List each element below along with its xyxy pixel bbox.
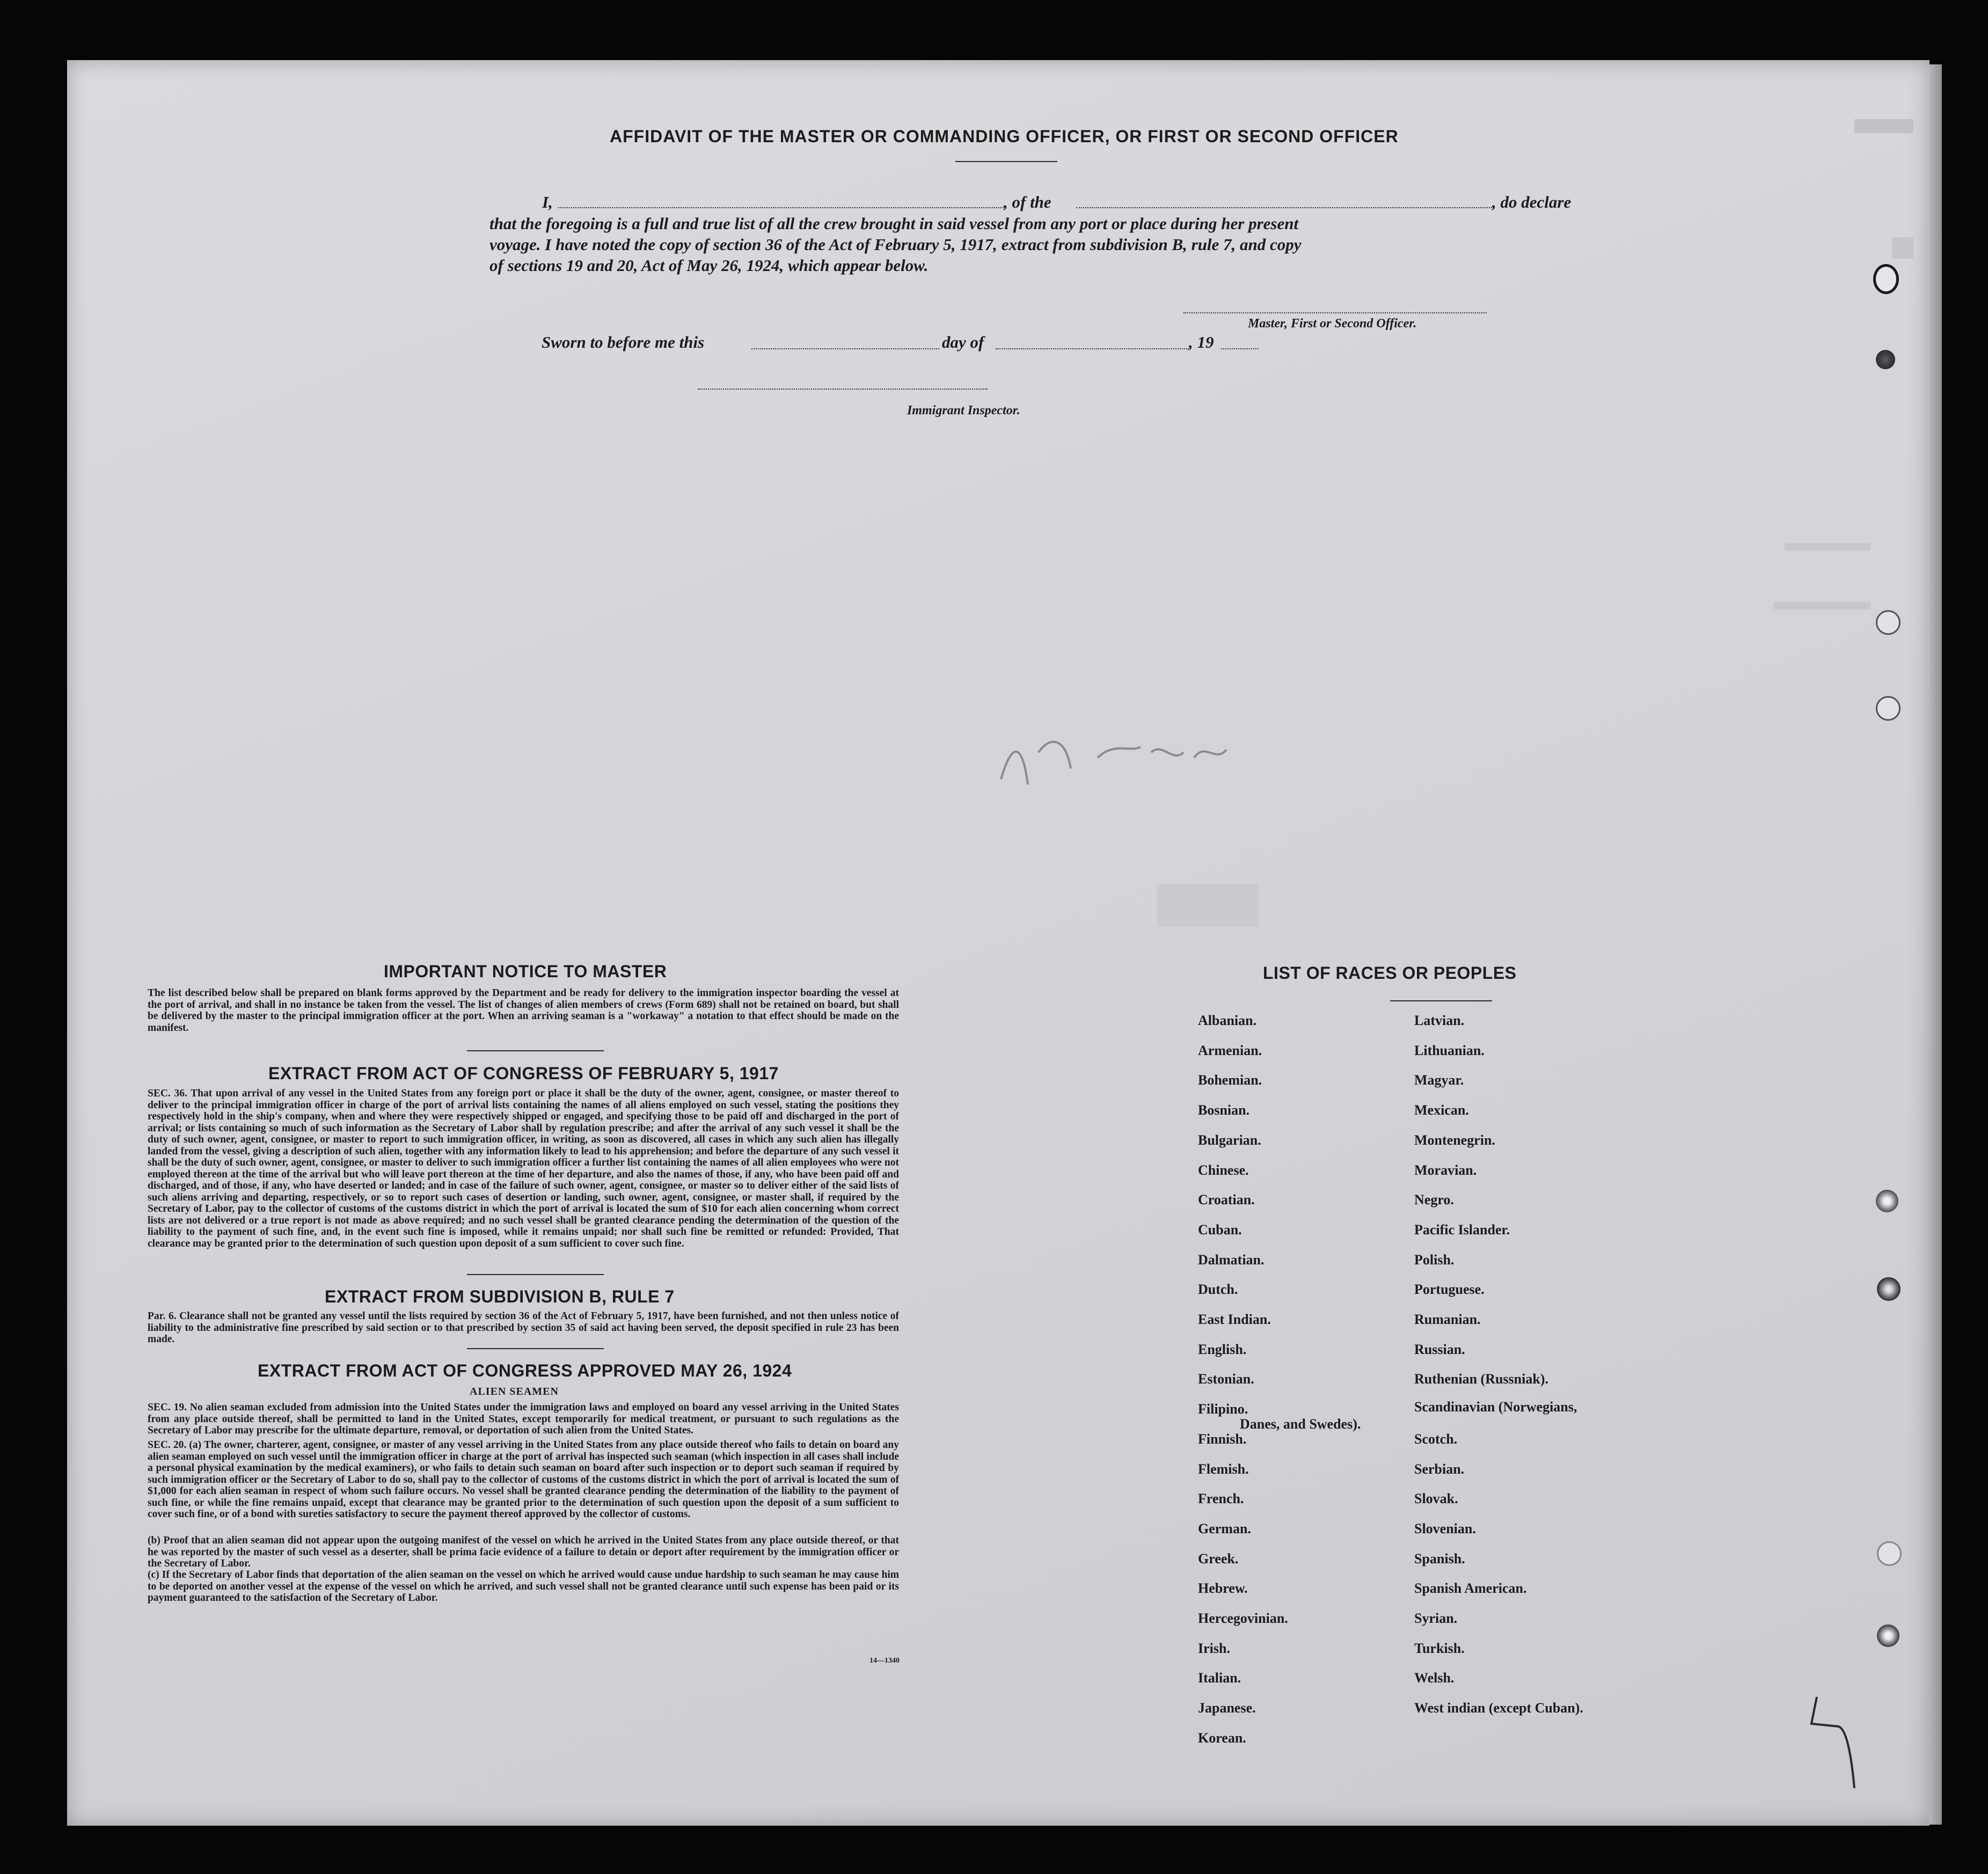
race-item: East Indian. xyxy=(1198,1312,1271,1327)
year-blank-line xyxy=(1221,348,1259,349)
notice-title: IMPORTANT NOTICE TO MASTER xyxy=(384,962,667,981)
punch-hole xyxy=(1877,1541,1902,1566)
handwritten-check-mark xyxy=(1801,1686,1865,1794)
races-title: LIST OF RACES OR PEOPLES xyxy=(1263,963,1517,983)
race-item: Ruthenian (Russniak). xyxy=(1414,1371,1548,1387)
bleed-through-mark xyxy=(1892,237,1913,259)
race-item: Mexican. xyxy=(1414,1102,1469,1118)
affidavit-line-3: voyage. I have noted the copy of section 36 of the Act of February 5, 1917, extract from subdivision B, rule 7, and copy xyxy=(489,235,1302,254)
race-item: French. xyxy=(1198,1491,1244,1507)
document-page xyxy=(67,60,1929,1826)
race-item: Magyar. xyxy=(1414,1072,1464,1088)
race-item: Dutch. xyxy=(1198,1282,1238,1298)
race-item: Moravian. xyxy=(1414,1162,1477,1178)
extract-1917-title: EXTRACT FROM ACT OF CONGRESS OF FEBRUARY 5, 1917 xyxy=(268,1064,779,1083)
rivet xyxy=(1876,350,1895,369)
faint-stamp-mark xyxy=(1157,884,1259,927)
race-item: Cuban. xyxy=(1198,1221,1242,1238)
race-item: Spanish American. xyxy=(1414,1580,1527,1597)
race-item: Korean. xyxy=(1198,1730,1246,1746)
race-item: Hercegovinian. xyxy=(1198,1611,1288,1626)
extract-1924-sec20c: (c) If the Secretary of Labor finds that deportation of the alien seaman on the vessel on which he arrived would cause undue hardship to such seaman he may cause him to be deported on another vessel at the expense of the vessel on which he arrived, and such vessel shall not be granted clearance until such expense has been paid or its payment guaranteed to the satisfaction of the Secretary of Labor. xyxy=(148,1569,899,1604)
rivet xyxy=(1876,1190,1898,1212)
extract-1924-subtitle: ALIEN SEAMEN xyxy=(470,1386,559,1397)
form-number: 14—1340 xyxy=(869,1657,900,1665)
year-label: , 19 xyxy=(1189,333,1214,352)
affidavit-of-the-label: , of the xyxy=(1004,193,1051,211)
extract-1924-sec19: SEC. 19. No alien seaman excluded from admission into the United States under the immigration laws and employed on board any vessel arriving in the United States from any place outside thereof, shall be permitted to land in the United States, except temporarily for medical treatment, or pursuant to such regulations as the Secretary of Labor may prescribe for the ultimate departure, removal, or deportation of such alien from the United States. xyxy=(148,1402,899,1436)
affidavit-title-rule xyxy=(955,161,1057,162)
race-item: Finnish. xyxy=(1198,1431,1247,1447)
rivet xyxy=(1877,1624,1899,1647)
extract-rule7-rule xyxy=(467,1348,604,1349)
race-item: Chinese. xyxy=(1198,1162,1249,1178)
extract-rule7-text: Par. 6. Clearance shall not be granted any vessel until the lists required by section 36 of the Act of February 5, 1917, have been furnished, and not then unless notice of liability to the administrative fine prescribed by said section or to that prescribed by section 35 of said act having been served, the deposit specified in rule 23 has been made. xyxy=(148,1311,899,1345)
day-of-label: day of xyxy=(942,333,984,352)
sworn-label: Sworn to before me this xyxy=(542,333,705,352)
race-item: English. xyxy=(1198,1341,1247,1357)
faint-handwriting-mark xyxy=(990,720,1269,795)
race-item: Filipino. xyxy=(1198,1401,1248,1417)
master-signature-line xyxy=(1183,312,1487,313)
race-item: Russian. xyxy=(1414,1341,1465,1357)
race-item: Japanese. xyxy=(1198,1700,1256,1716)
race-item: Polish. xyxy=(1414,1251,1455,1268)
race-item: Bosnian. xyxy=(1198,1102,1250,1118)
race-item: Lithuanian. xyxy=(1414,1042,1485,1058)
punch-hole xyxy=(1876,610,1901,635)
sworn-day-blank-line xyxy=(751,348,939,349)
race-item: Flemish. xyxy=(1198,1461,1249,1477)
race-item: Syrian. xyxy=(1414,1611,1458,1626)
affidavit-line-4: of sections 19 and 20, Act of May 26, 1924, which appear below. xyxy=(489,256,929,275)
extract-1917-rule xyxy=(467,1274,604,1275)
vessel-blank-line xyxy=(1076,207,1492,208)
race-item: Hebrew. xyxy=(1198,1580,1248,1597)
race-item: Slovak. xyxy=(1414,1491,1458,1507)
race-item: Welsh. xyxy=(1414,1670,1455,1686)
extract-rule7-title: EXTRACT FROM SUBDIVISION B, RULE 7 xyxy=(325,1287,675,1306)
race-item: Spanish. xyxy=(1414,1550,1465,1566)
punch-hole xyxy=(1873,264,1899,294)
race-item: Irish. xyxy=(1198,1640,1230,1656)
master-signature-label: Master, First or Second Officer. xyxy=(1248,317,1417,331)
race-item: German. xyxy=(1198,1520,1251,1536)
bleed-through-mark xyxy=(1774,602,1870,610)
affidavit-title: AFFIDAVIT OF THE MASTER OR COMMANDING OFFICER, OR FIRST OR SECOND OFFICER xyxy=(610,127,1399,146)
inspector-label: Immigrant Inspector. xyxy=(907,404,1020,418)
race-item: Scandinavian (Norwegians, xyxy=(1414,1399,1577,1415)
race-item: Turkish. xyxy=(1414,1640,1465,1656)
race-item: Negro. xyxy=(1414,1192,1454,1208)
race-item: Bulgarian. xyxy=(1198,1132,1261,1148)
race-item: Bohemian. xyxy=(1198,1072,1262,1088)
rivet xyxy=(1877,1277,1901,1301)
inspector-signature-line xyxy=(698,389,988,390)
affidavit-do-declare: , do declare xyxy=(1492,193,1572,211)
race-item: Scotch. xyxy=(1414,1431,1458,1447)
race-item: Montenegrin. xyxy=(1414,1132,1495,1148)
race-item: Slovenian. xyxy=(1414,1520,1476,1536)
race-item: Portuguese. xyxy=(1414,1282,1485,1298)
race-item: Latvian. xyxy=(1414,1013,1465,1028)
race-item: Croatian. xyxy=(1198,1192,1255,1208)
race-item: Estonian. xyxy=(1198,1371,1254,1387)
race-item: Serbian. xyxy=(1414,1461,1465,1477)
bleed-through-mark xyxy=(1785,543,1870,551)
name-blank-line xyxy=(558,207,1004,208)
race-item: Armenian. xyxy=(1198,1042,1262,1058)
race-item: Pacific Islander. xyxy=(1414,1221,1510,1238)
notice-rule xyxy=(467,1050,604,1051)
race-item: West indian (except Cuban). xyxy=(1414,1700,1583,1716)
race-item: Albanian. xyxy=(1198,1013,1257,1028)
race-item: Rumanian. xyxy=(1414,1312,1481,1327)
month-blank-line xyxy=(996,348,1189,349)
affidavit-line-2: that the foregoing is a full and true list of all the crew brought in said vessel from any port or place during her present xyxy=(489,214,1299,233)
bleed-through-mark xyxy=(1854,119,1913,133)
notice-text: The list described below shall be prepared on blank forms approved by the Department and be ready for delivery to the immigration inspector boarding the vessel at the port of arrival, and shall in no instance be taken from the vessel. The list of changes of alien members of crews (Form 689) shall not be retained on board, but shall be delivered by the master to the principal immigration officer at the port. When an arriving seaman is a "workaway" a notation to that effect should be made on the manifest. xyxy=(148,987,899,1034)
punch-hole xyxy=(1876,696,1901,721)
extract-1924-title: EXTRACT FROM ACT OF CONGRESS APPROVED MAY 26, 1924 xyxy=(258,1361,792,1380)
races-title-rule xyxy=(1390,1000,1492,1001)
race-item: Dalmatian. xyxy=(1198,1251,1265,1268)
extract-1924-sec20a: SEC. 20. (a) The owner, charterer, agent, consignee, or master of any vessel arriving in the United States from any place outside thereof who fails to detain on board any alien seaman employed on such vessel until the immigration officer in charge at the port of arrival has inspected such seaman (which inspection in all cases shall include a personal physical examination by the medical examiners), or who fails to detain such seaman on board after such inspection or to deport such seaman if required by such immigration officer or the Secretary of Labor to do so, shall pay to the collector of customs of the customs district in which the port of arrival is located the sum of $1,000 for each alien seaman in respect of whom such failure occurs. No vessel shall be granted clearance pending the determination of the liability to the payment of such fine, or while the fine remains unpaid, except that clearance may be granted prior to the determination of such question upon the deposit of a sum sufficient to cover such fine, or of a bond with sureties satisfactory to secure the payment thereof approved by the collector of customs. xyxy=(148,1439,899,1520)
race-item: Italian. xyxy=(1198,1670,1241,1686)
affidavit-i-label: I, xyxy=(542,193,553,211)
extract-1917-text: SEC. 36. That upon arrival of any vessel in the United States from any foreign port or place it shall be the duty of the owner, agent, consignee, or master thereof to deliver to the principal immigration officer in charge of the port of arrival lists containing the names of all aliens employed on such vessel, stating the positions they respectively hold in the ship's company, when and where they were respectively shipped or engaged, and specifying those to be paid off and discharged in the port of arrival; or lists containing so much of such information as the Secretary of Labor shall by regulation prescribe; and after the arrival of any such vessel it shall be the duty of such owner, agent, consignee, or master to report to such immigration officer, in writing, as soon as discovered, all cases in which any such alien has illegally landed from the vessel, giving a description of such alien, together with any information likely to lead to his apprehension; and before the departure of any such vessel it shall be the duty of such owner, agent, consignee, or master to deliver to such immigration officer a further list containing the names of all alien employees who were not employed thereon at the time of the arrival but who will leave port thereon at the time of her departure, and also the names of those, if any, who have been paid off and discharged, and of those, if any, who have deserted or landed; and in case of the failure of such owner, agent, consignee, or master so to deliver either of the said lists of such aliens arriving and departing, respectively, or so to report such cases of desertion or landing, such owner, agent, consignee, or master shall, if required by the Secretary of Labor, pay to the collector of customs of the customs district in which the port of arrival is located the sum of $10 for each alien concerning whom correct lists are not delivered or a true report is not made as above required; and no such vessel shall be granted clearance pending the determination of the question of the liability to the payment of such fine, and, in the event such fine is imposed, while it remains unpaid; nor shall such fine be remitted or refunded: Provided, That clearance may be granted prior to the determination of such question upon deposit of a sum sufficient to cover such fine. xyxy=(148,1088,899,1249)
race-item: Greek. xyxy=(1198,1550,1239,1566)
extract-1924-sec20b: (b) Proof that an alien seaman did not appear upon the outgoing manifest of the vessel on which he arrived in the United States from any place outside thereof, or that he was reported by the master of such vessel as a deserter, shall be prima facie evidence of a failure to detain or deport after requirement by the immigration officer or the Secretary of Labor. xyxy=(148,1535,899,1569)
race-item: Danes, and Swedes). xyxy=(1240,1416,1361,1432)
